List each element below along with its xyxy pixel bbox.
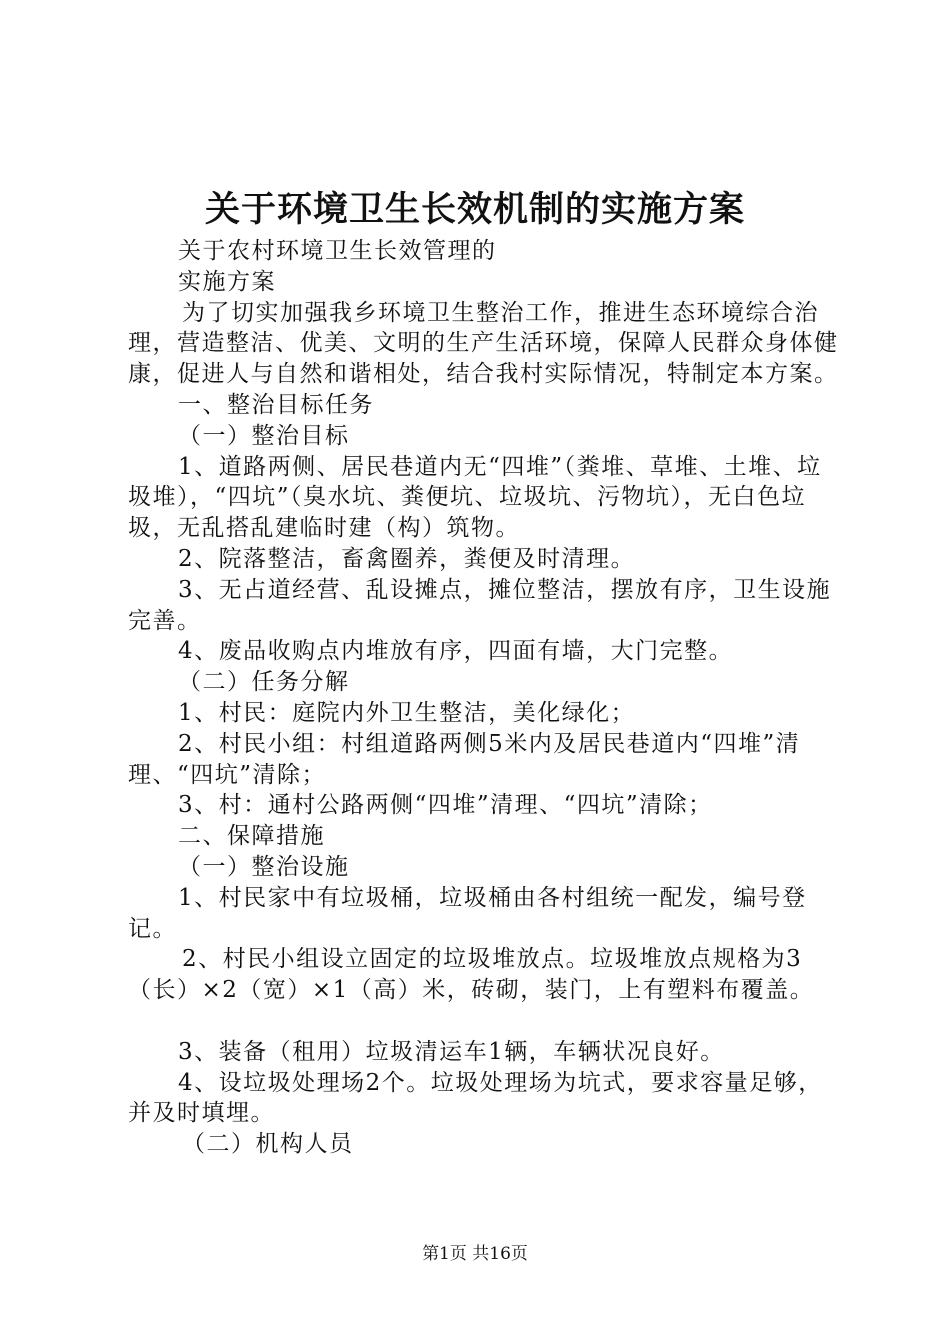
page-number: 第1页 共16页 — [422, 1244, 528, 1264]
paragraph-subtitle-2: 实施方案 — [178, 268, 276, 295]
heading-subsection-2-1: （一）整治设施 — [178, 853, 350, 880]
paragraph-goal-2: 2、院落整洁，畜禽圈养，粪便及时清理。 — [178, 545, 636, 572]
heading-subsection-1-1: （一）整治目标 — [178, 422, 350, 449]
paragraph-subtitle-1: 关于农村环境卫生长效管理的 — [178, 238, 497, 264]
paragraph-goal-1: 1、道路两侧、居民巷道内无“四堆”（粪堆、草堆、土堆、垃圾堆），“四坑”（臭水坑、粪便坑、垃圾坑、污物坑），无白色垃圾，无乱搭乱建临时建（构）筑物。 — [128, 453, 822, 542]
paragraph-facility-2: 2、村民小组设立固定的垃圾堆放点。垃圾堆放点规格为3（长）×2（宽）×1（高）米，砖砌，装门，上有塑料布覆盖。 — [128, 946, 815, 1004]
paragraph-goal-4: 4、废品收购点内堆放有序，四面有墙，大门完整。 — [178, 638, 734, 665]
heading-subsection-1-2: （二）任务分解 — [178, 669, 350, 696]
paragraph-facility-3: 3、装备（租用）垃圾清运车1辆，车辆状况良好。 — [178, 1038, 725, 1065]
blank-line — [128, 1006, 844, 1037]
document-body — [128, 236, 844, 1160]
paragraph-task-3: 3、村：通村公路两侧“四堆”清理、“四坑”清除； — [178, 792, 713, 819]
heading-subsection-2-2: （二）机构人员 — [182, 1131, 354, 1158]
paragraph-task-2: 2、村民小组：村组道路两侧5米内及居民巷道内“四堆”清理、“四坑”清除； — [128, 730, 801, 788]
heading-section-2: 二、保障措施 — [178, 823, 325, 850]
heading-section-1: 一、整治目标任务 — [178, 391, 374, 418]
paragraph-facility-1: 1、村民家中有垃圾桶，垃圾桶由各村组统一配发，编号登记。 — [128, 884, 807, 942]
paragraph-goal-3: 3、无占道经营、乱设摊点，摊位整洁，摆放有序，卫生设施完善。 — [128, 576, 832, 634]
paragraph-facility-4: 4、设垃圾处理场2个。垃圾处理场为坑式，要求容量足够，并及时填埋。 — [128, 1069, 823, 1127]
paragraph-intro: 为了切实加强我乡环境卫生整治工作，推进生态环境综合治理，营造整洁、优美、文明的生产生活环境，保障人民群众身体健康，促进人与自然和谐相处，结合我村实际情况，特制定本方案。 — [128, 299, 839, 388]
document-title: 关于环境卫生长效机制的实施方案 — [204, 189, 745, 230]
paragraph-task-1: 1、村民：庭院内外卫生整洁，美化绿化； — [178, 699, 636, 726]
